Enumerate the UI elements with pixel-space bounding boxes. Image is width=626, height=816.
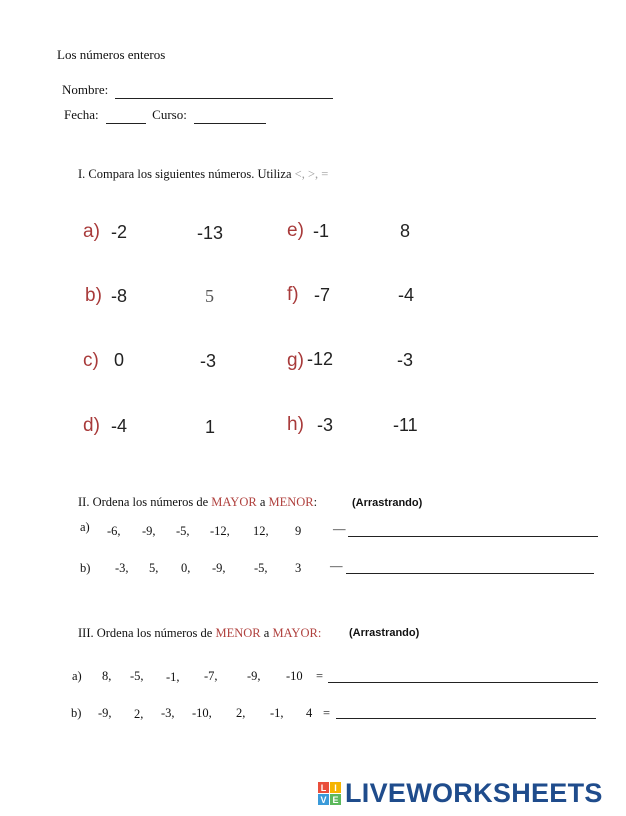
compare-a-right: -13: [197, 223, 224, 243]
compare-g-right: -3: [397, 350, 414, 370]
order2-a-num-2[interactable]: -9,: [142, 524, 156, 538]
order2-a-sep: —: [333, 522, 346, 536]
compare-e-left: -1: [313, 221, 330, 241]
compare-d-right: 1: [205, 417, 216, 437]
order3-a-num-6[interactable]: -10: [286, 669, 303, 683]
order3-a-answer-line[interactable]: [328, 682, 598, 683]
compare-a-left: -2: [111, 222, 128, 242]
order3-a-num-4[interactable]: -7,: [204, 669, 218, 683]
order3-b-label: b): [71, 706, 82, 720]
order2-b-num-5[interactable]: -5,: [254, 561, 268, 575]
order3-b-num-5[interactable]: 2,: [236, 706, 246, 720]
nombre-label: Nombre:: [62, 82, 109, 97]
order3-a-num-2[interactable]: -5,: [130, 669, 144, 683]
order3-a-sep: =: [316, 669, 324, 683]
order3-b-num-4[interactable]: -10,: [192, 706, 212, 720]
order2-a-num-1[interactable]: -6,: [107, 524, 121, 538]
liveworksheets-logo[interactable]: [318, 778, 603, 809]
section2-colon: :: [313, 495, 318, 509]
order2-a-label: a): [80, 520, 90, 534]
order2-b-label: b): [80, 561, 91, 575]
order3-b-answer-line[interactable]: [336, 718, 596, 719]
curso-blank[interactable]: [194, 107, 266, 124]
live-letter-v: V: [318, 794, 329, 805]
order2-b-num-4[interactable]: -9,: [212, 561, 226, 575]
compare-h-right: -11: [393, 415, 418, 435]
section3-word-menor: MENOR: [215, 626, 261, 640]
order2-b-num-1[interactable]: -3,: [115, 561, 129, 575]
order3-a-label: a): [72, 669, 82, 683]
compare-b-letter: b): [85, 285, 102, 306]
order2-b-num-3[interactable]: 0,: [181, 561, 191, 575]
compare-d-left: -4: [111, 416, 128, 436]
nombre-row: [62, 82, 333, 99]
liveworksheets-wordmark: LIVEWORKSHEETS: [345, 778, 603, 808]
order2-a-num-3[interactable]: -5,: [176, 524, 190, 538]
section1-symbols: <, >, =: [294, 167, 329, 181]
curso-label: Curso:: [152, 107, 187, 122]
section3-mid: a: [260, 626, 273, 640]
section1-title: [78, 167, 328, 182]
section3-note: (Arrastrando): [349, 627, 420, 639]
compare-c-left: 0: [114, 350, 125, 370]
order2-b-num-2[interactable]: 5,: [149, 561, 159, 575]
live-letter-e: E: [330, 794, 341, 805]
live-letter-i: I: [330, 782, 341, 793]
compare-e-letter: e): [287, 220, 304, 241]
order3-b-num-1[interactable]: -9,: [98, 706, 112, 720]
order2-a-num-4[interactable]: -12,: [210, 524, 230, 538]
section2-word-mayor: MAYOR: [211, 495, 257, 509]
order3-a-num-3[interactable]: -1,: [166, 670, 180, 684]
compare-f-left: -7: [314, 285, 331, 305]
compare-h-letter: h): [287, 414, 304, 435]
section2-note: (Arrastrando): [352, 497, 423, 509]
compare-e-right: 8: [400, 221, 411, 241]
order3-b-num-3[interactable]: -3,: [161, 706, 175, 720]
order3-a-num-1[interactable]: 8,: [102, 669, 112, 683]
live-letter-l: L: [318, 782, 329, 793]
fecha-row: [64, 107, 266, 124]
section2-title: [78, 495, 317, 510]
section3-title-text: III. Ordena los números de: [78, 626, 216, 640]
order2-b-answer-line[interactable]: [346, 573, 594, 574]
section2-mid: a: [256, 495, 269, 509]
compare-g-left: -12: [307, 349, 334, 369]
order3-b-sep: =: [323, 706, 331, 720]
section3-word-mayor: MAYOR:: [272, 626, 322, 640]
compare-b-left: -8: [111, 286, 128, 306]
order3-a-num-5[interactable]: -9,: [247, 669, 261, 683]
section3-title: [78, 626, 321, 641]
compare-c-right: -3: [200, 351, 217, 371]
compare-c-letter: c): [83, 350, 99, 371]
fecha-label: Fecha:: [64, 107, 99, 122]
compare-h-left: -3: [317, 415, 334, 435]
compare-f-right: -4: [398, 285, 415, 305]
order2-b-sep: —: [330, 559, 343, 573]
section1-title-text: I. Compara los siguientes números. Utiliza: [78, 167, 295, 181]
live-badge-icon: [318, 782, 341, 805]
compare-d-letter: d): [83, 415, 100, 436]
section2-title-text: II. Ordena los números de: [78, 495, 212, 509]
order3-b-num-6[interactable]: -1,: [270, 706, 284, 720]
order3-b-num-7[interactable]: 4: [306, 706, 313, 720]
compare-b-right: 5: [205, 286, 214, 306]
order2-a-answer-line[interactable]: [348, 536, 598, 537]
nombre-blank[interactable]: [115, 82, 333, 99]
compare-g-letter: g): [287, 350, 304, 371]
section2-word-menor: MENOR: [268, 495, 314, 509]
doc-title: Los números enteros: [57, 47, 166, 62]
order2-a-num-5[interactable]: 12,: [253, 524, 269, 538]
order3-b-num-2[interactable]: 2,: [134, 707, 144, 721]
compare-f-letter: f): [287, 284, 299, 305]
order2-a-num-6[interactable]: 9: [295, 524, 302, 538]
order2-b-num-6[interactable]: 3: [295, 561, 302, 575]
fecha-blank[interactable]: [106, 107, 146, 124]
compare-a-letter: a): [83, 221, 100, 242]
